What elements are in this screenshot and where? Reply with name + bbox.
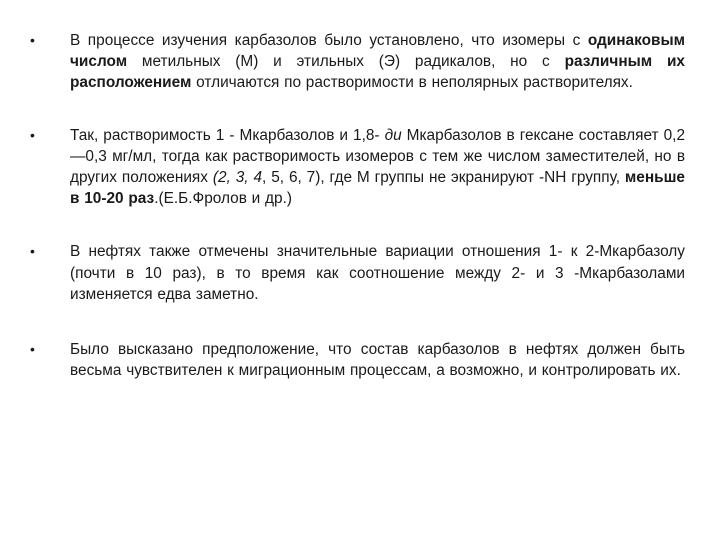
text-run: , 5, 6, 7), где М группы не экранируют -NH группу, bbox=[262, 169, 625, 187]
bullet-item-hexane-solubility bbox=[30, 125, 685, 210]
text-run: Было высказано предположение, что состав карбазолов в нефтях должен быть весьма чувствителен к миграционным процессам, а возможно, и контролировать их. bbox=[70, 341, 685, 380]
text-run: Так, растворимость 1 - Мкарбазолов и 1,8- bbox=[70, 126, 385, 144]
bullet-list bbox=[30, 30, 685, 381]
bullet-item-isomers-solubility bbox=[30, 30, 685, 94]
bullet-marker: • bbox=[30, 341, 35, 358]
bold-text-run: различным их расположением bbox=[70, 53, 685, 92]
bold-text-run: меньше в 10-20 раз bbox=[70, 169, 685, 208]
text-run: метильных (М) и этильных (Э) радикалов, но с bbox=[127, 53, 565, 71]
text-run: В процессе изучения карбазолов было установлено, что изомеры с bbox=[70, 32, 588, 49]
bold-text-run: одинаковым числом bbox=[70, 32, 685, 71]
bullet-item-migration-hypothesis bbox=[30, 339, 685, 381]
italic-text-run: ди bbox=[384, 126, 402, 144]
bullet-item-oil-variations bbox=[30, 241, 685, 305]
bullet-marker: • bbox=[30, 126, 35, 143]
bullet-marker: • bbox=[30, 243, 35, 260]
bullet-marker: • bbox=[30, 32, 35, 48]
text-run: .(Е.Б.Фролов и др.) bbox=[154, 190, 292, 208]
text-run: В нефтях также отмечены значительные вариации отношения 1- к 2-Мкарбазолу (почти в 10 раз), в то время как соотношение между 2- и 3 -Мкарбазолами изменяется едва заметно. bbox=[70, 243, 685, 303]
text-run: Мкарбазолов в гексане составляет 0,2—0,3 мг/мл, тогда как растворимость изомеров с тем же числом заместителей, но в других положениях bbox=[70, 126, 686, 187]
text-run: отличаются по растворимости в неполярных растворителях. bbox=[191, 74, 633, 92]
italic-text-run: (2, 3, 4 bbox=[212, 169, 263, 187]
